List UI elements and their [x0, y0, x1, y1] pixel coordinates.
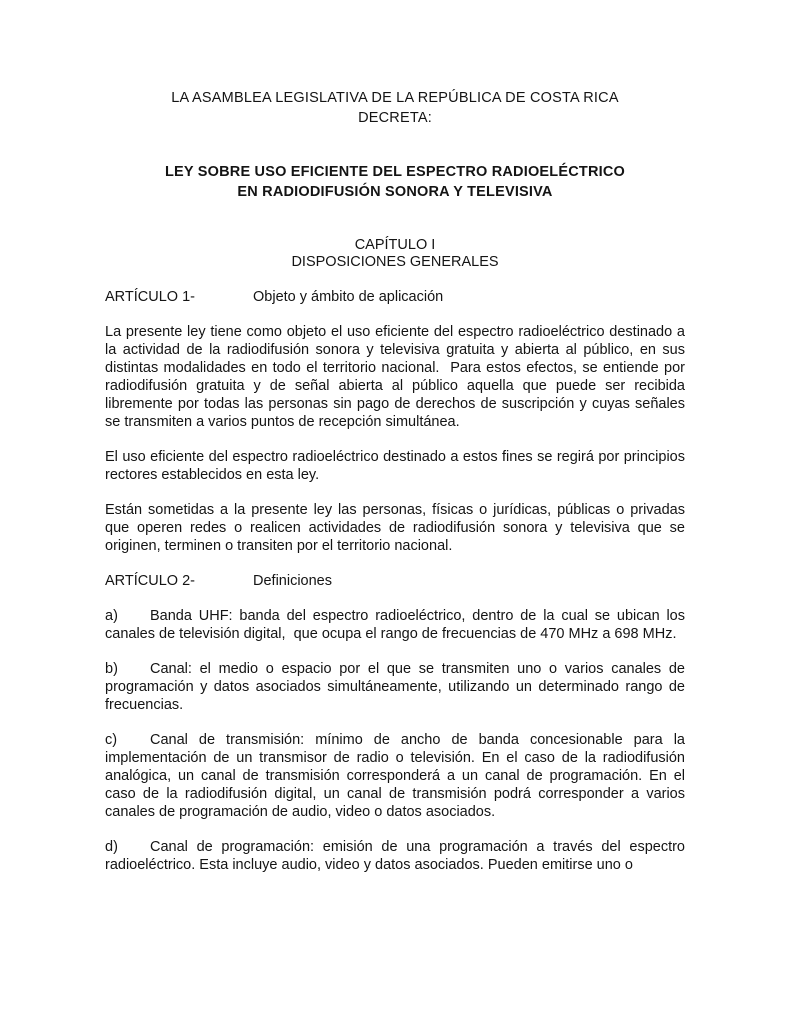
chapter-number: CAPÍTULO I [354, 237, 436, 253]
definition-text-b: Canal: el medio o espacio por el que se transmiten uno o varios canales de programación y datos asociados simultáneamente, utilizando un determinado rango de frecuencias. [105, 661, 685, 713]
article-1-title: Objeto y ámbito de aplicación [253, 289, 444, 305]
article-1-paragraph-2: El uso eficiente del espectro radioeléctrico destinado a estos fines se regirá por principios rectores establecidos en esta ley. [105, 449, 685, 483]
article-1-heading [105, 288, 685, 306]
law-title-line2: EN RADIODIFUSIÓN SONORA Y TELEVISIVA [237, 184, 553, 200]
decree-header-line1: LA ASAMBLEA LEGISLATIVA DE LA REPÚBLICA DE COSTA RICA [171, 90, 619, 106]
article-1-paragraph-3: Están sometidas a la presente ley las personas, físicas o jurídicas, públicas o privadas que operen redes o realicen actividades de radiodifusión sonora y televisiva que se originen, terminen o transiten por el territorio nacional. [105, 502, 685, 554]
definition-text-c: Canal de transmisión: mínimo de ancho de banda concesionable para la implementación de un transmisor de radio o televisión. En el caso de la radiodifusión analógica, un canal de transmisión corresponderá a un canal de programación. En el caso de la radiodifusión digital, un canal de transmisión podrá corresponder a varios canales de programación de audio, video o datos asociados. [105, 732, 685, 820]
document-content [105, 0, 685, 874]
article-2-heading [105, 572, 685, 590]
definition-letter-a: a) [105, 608, 118, 624]
law-title [105, 162, 685, 202]
decree-header [105, 88, 685, 128]
chapter-title: DISPOSICIONES GENERALES [291, 254, 499, 270]
definition-item-d [105, 838, 685, 874]
definition-text-a: Banda UHF: banda del espectro radioeléctrico, dentro de la cual se ubican los canales de televisión digital, que ocupa el rango de frecuencias de 470 MHz a 698 MHz. [105, 608, 685, 642]
chapter-heading [105, 237, 685, 271]
article-2-label: ARTÍCULO 2- [105, 573, 195, 589]
definition-item-c [105, 731, 685, 821]
article-1-label: ARTÍCULO 1- [105, 289, 195, 305]
definition-letter-b: b) [105, 661, 118, 677]
definition-item-a [105, 607, 685, 643]
law-title-line1: LEY SOBRE USO EFICIENTE DEL ESPECTRO RADIOELÉCTRICO [164, 164, 626, 180]
definition-letter-c: c) [105, 732, 118, 748]
decree-header-line2: DECRETA: [358, 110, 432, 126]
definition-text-d: Canal de programación: emisión de una programación a través del espectro radioeléctrico. Esta incluye audio, video y datos asociados. Pueden emitirse uno o [105, 839, 685, 873]
definition-item-b [105, 660, 685, 714]
definition-letter-d: d) [105, 839, 118, 855]
article-2-title: Definiciones [253, 573, 332, 589]
article-1-paragraph-1: La presente ley tiene como objeto el uso eficiente del espectro radioeléctrico destinado a la actividad de la radiodifusión sonora y televisiva gratuita y abierta al público, en sus distintas modalidades en todo el territorio nacional. Para estos efectos, se entiende por radiodifusión gratuita y de señal abierta al público aquella que puede ser recibida libremente por todas las personas sin pago de derechos de suscripción y cuyas señales se transmiten a varios puntos de recepción simultánea. [105, 324, 685, 430]
